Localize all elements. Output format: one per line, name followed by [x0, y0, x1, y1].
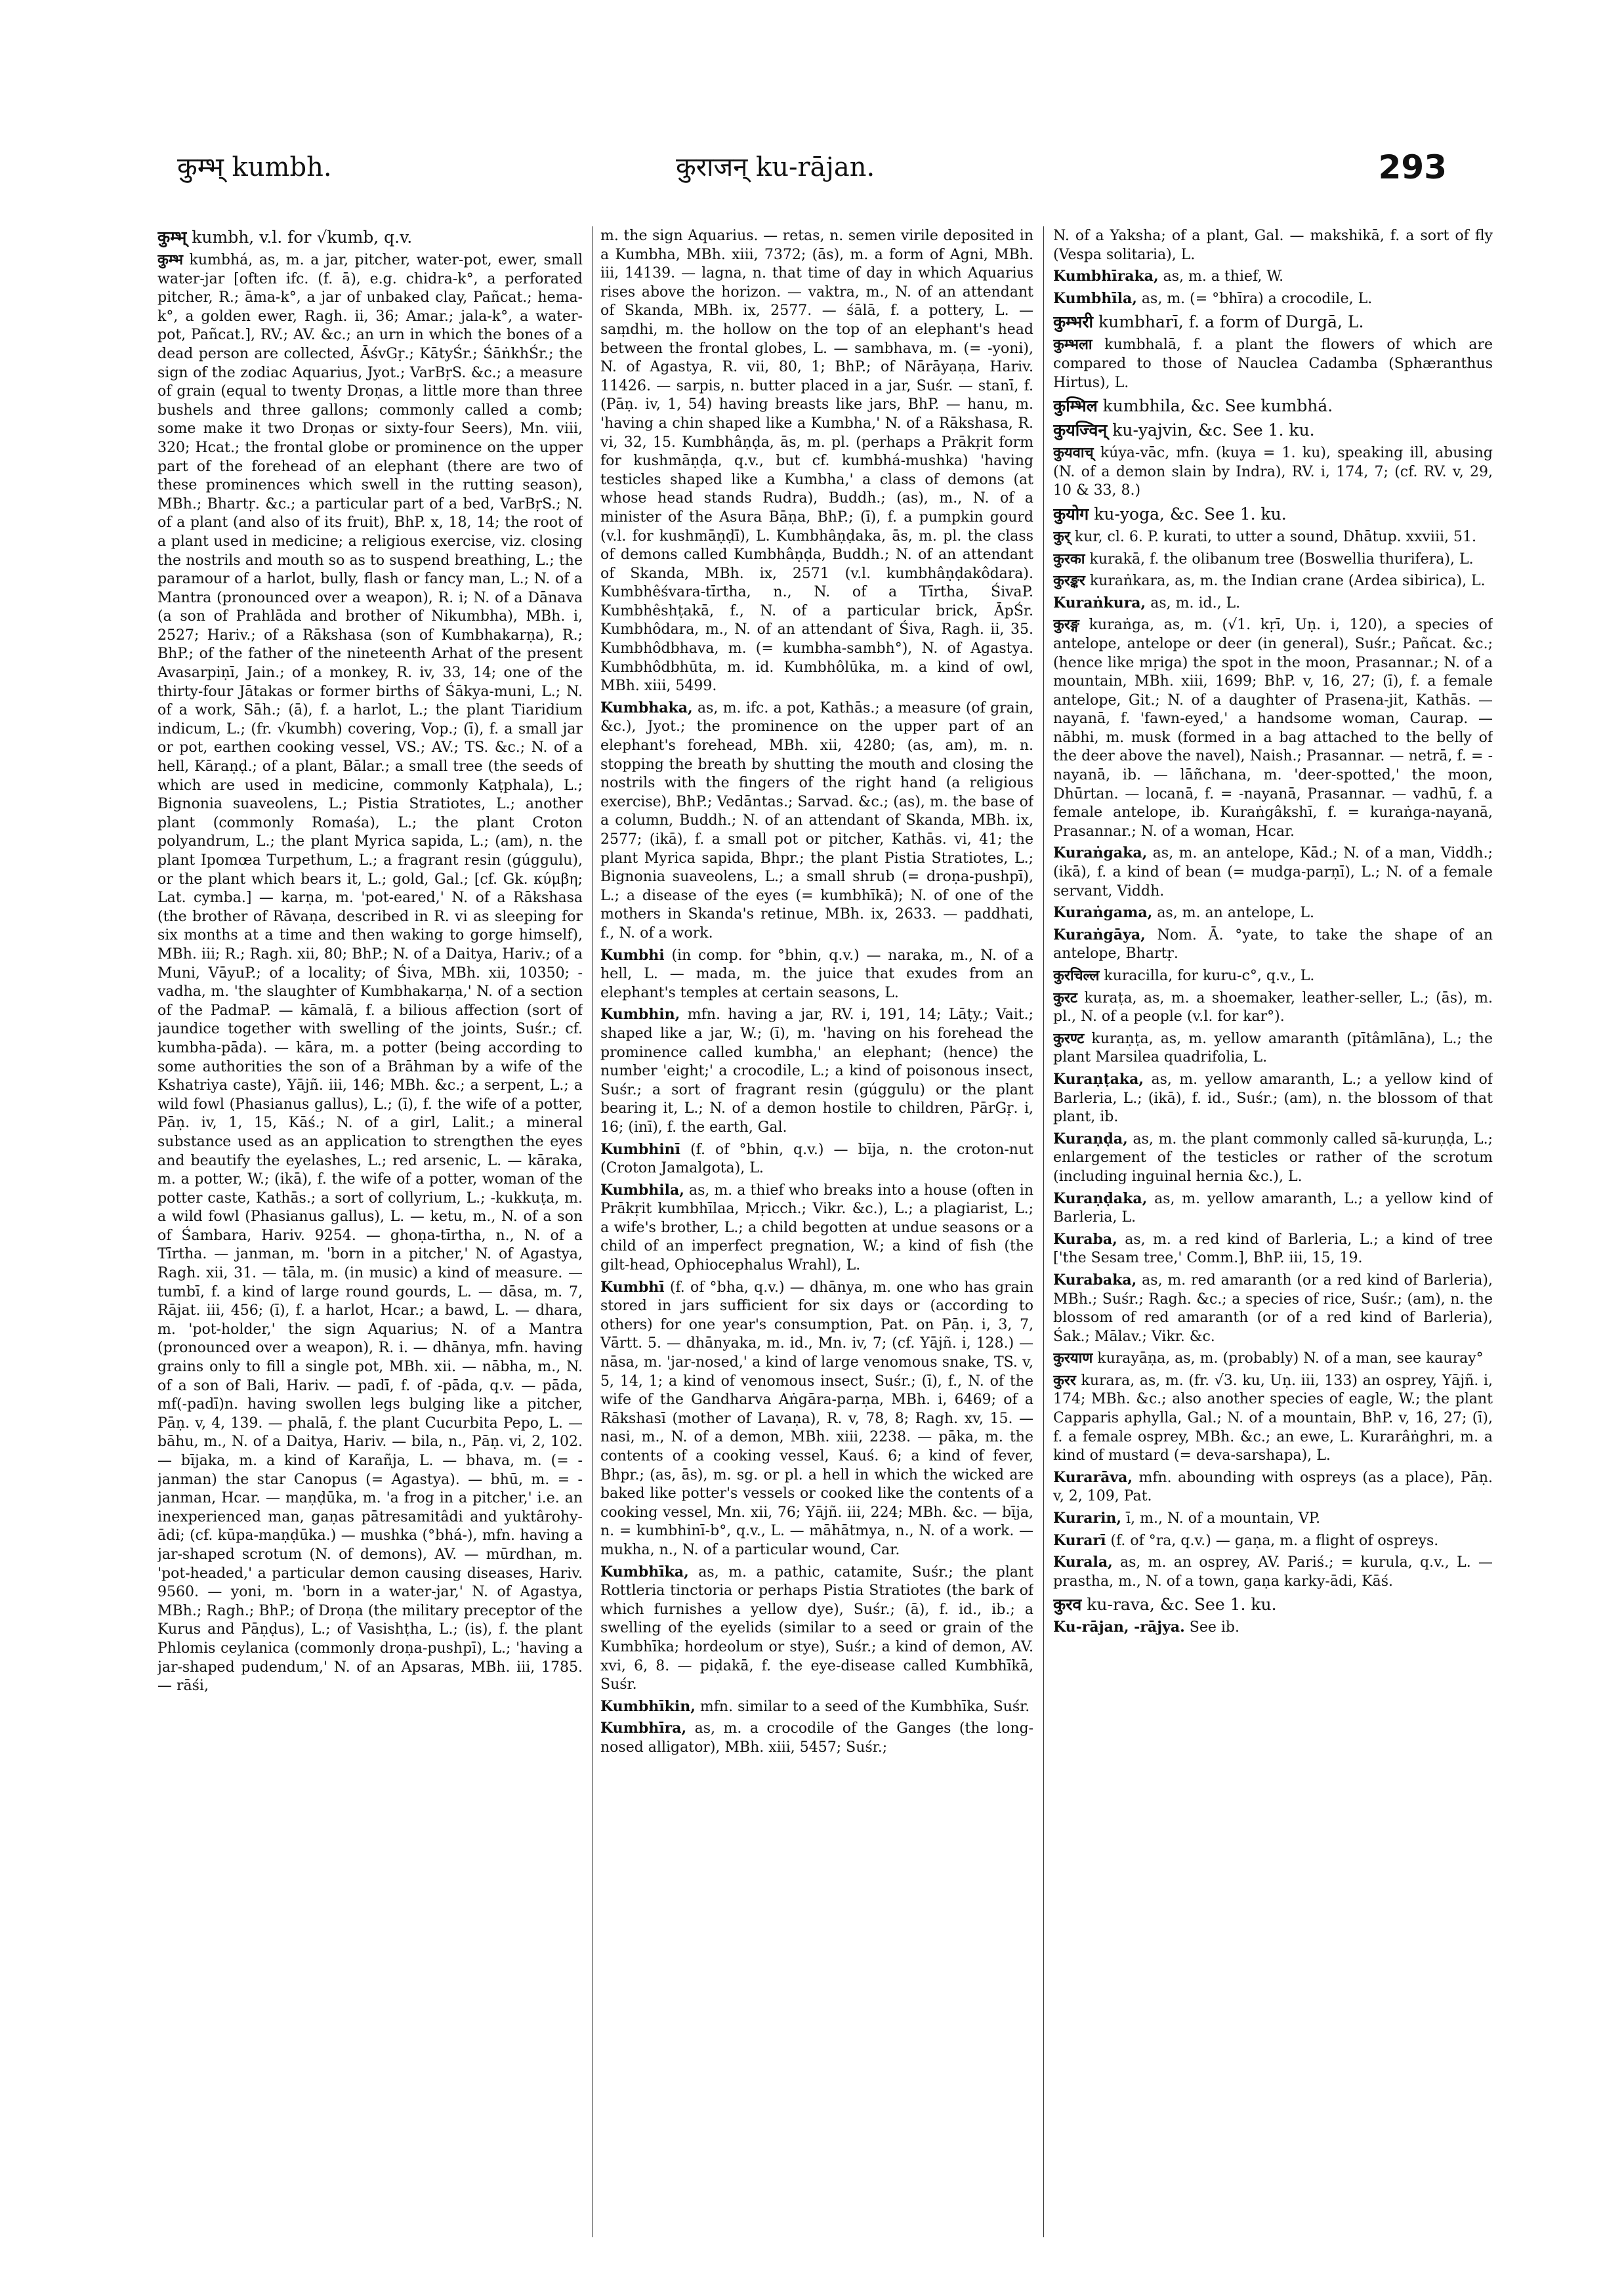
entry-text: See ib. [1189, 1619, 1239, 1636]
dictionary-entry [1053, 615, 1493, 841]
entry-headword: Kuraṇḍa, [1053, 1130, 1128, 1148]
entry-text: Nom. Ā. °yate, to take the shape of an antelope, Bhartṛ. [1053, 926, 1493, 962]
entry-headword: Kuraṇṭaka, [1053, 1070, 1144, 1088]
entry-text: as, m. red amaranth (or a red kind of Barleria), MBh.; Suśr.; Ragh. &c.; a species of rice, Suśr.; (am), n. the blossom of red amaranth (or of a red kind of Barleria), Śak.; Mālav.; Vikr. &c. [1053, 1272, 1493, 1345]
dictionary-entry [600, 946, 1033, 1003]
entry-headword: Kuraṅgama, [1053, 904, 1153, 922]
entry-headword: Kurarī [1053, 1531, 1106, 1549]
entry-text: kurara, as, m. (fr. √3. ku, Uṇ. iii, 133) an osprey, Yājñ. i, 174; MBh. &c.; also another species of eagle, W.; the plant Capparis aphylla, Gal.; N. of a mountain, BhP. v, 16, 27; (ī), f. a female osprey, MBh. &c.; an ewe, L. Kurarâṅghri, m. a kind of mustard (= deva-sarshapa), L. [1053, 1372, 1493, 1464]
entry-headword: कुरयाण [1053, 1350, 1093, 1367]
column-divider [1043, 226, 1044, 2237]
entry-headword: Kuraṅkura, [1053, 594, 1146, 611]
entry-headword: कुरका [1053, 550, 1085, 568]
entry-text: kur, cl. 6. P. kurati, to utter a sound, Dhātup. xxviii, 51. [1074, 528, 1476, 545]
entry-text: as, m. a thief, W. [1163, 268, 1284, 285]
entry-headword: कुयज्विन् [1053, 421, 1108, 440]
entry-text: as, m. a crocodile of the Ganges (the long-nosed alligator), MBh. xiii, 5457; Suśr.; [600, 1720, 1033, 1756]
entry-text: as, m. (= °bhīra) a crocodile, L. [1141, 290, 1373, 307]
dictionary-entry [1053, 1553, 1493, 1591]
entry-text: (f. of °bha, q.v.) — dhānya, m. one who has grain stored in jars sufficient for six days or (according to others) for one year's consumption, Pat. on Pāṇ. i, 3, 7, Vārtt. 5. — dhānyaka, m. id., Mn. iv, 7; (cf. Yājñ. i, 128.) — nāsa, m. 'jar-nosed,' a kind of large venomous snake, TS. v, 5, 14, 1; a kind of venomous insect, Suśr.; (ī), f., N. of the wife of the Gandharva Aṅgāra-parṇa, MBh. i, 6469; of a Rākshasī (mother of Lavaṇa), R. v, 78, 8; Ragh. xv, 15. — nasi, m., N. of a demon, MBh. xiii, 2238. — pāka, m. the contents of a cooking vessel, Kauś. 6; a kind of fever, Bhpr.; (as, ās), m. sg. or pl. a hell in which the wicked are baked like potter's vessels or cooked like the contents of a cooking vessel, Mn. xii, 76; Yājñ. iii, 224; MBh. &c. — bīja, n. = kumbhinī-b°, q.v., L. — māhātmya, n., N. of a work. — mukha, n., N. of a particular wound, Car. [600, 1279, 1033, 1558]
dictionary-entry [600, 226, 1033, 696]
dictionary-entry [1053, 1618, 1493, 1638]
entry-text: as, m. a thief who breaks into a house (often in Prākṛit kumbhīlaa, Mṛicch.; Vikr. &c.), L.; a plagiarist, L.; a wife's brother, L.; a child begotten at undue seasons or a child of an imperfect pregnation, W.; a kind of fish (the gilt-head, Ophiocephalus Wrahl), L. [600, 1182, 1033, 1274]
entry-text: kuraṇṭa, as, m. yellow amaranth (pītâmlāna), L.; the plant Marsilea quadrifolia, L. [1053, 1030, 1493, 1066]
dictionary-entry [1053, 926, 1493, 964]
dictionary-entry [1053, 226, 1493, 264]
column-1 [157, 226, 583, 2244]
entry-headword: Kumbhīla, [1053, 289, 1137, 307]
entry-headword: Kumbhi [600, 946, 665, 964]
dictionary-entry [600, 1181, 1033, 1275]
entry-headword: Kumbhīkin, [600, 1697, 696, 1715]
entry-text: kuracilla, for kuru-c°, q.v., L. [1104, 968, 1315, 984]
entry-headword: कुरर [1053, 1371, 1076, 1389]
dictionary-entry [1053, 989, 1493, 1027]
entry-text: ku-rava, &c. See 1. ku. [1087, 1595, 1277, 1615]
dictionary-entry [1053, 1509, 1493, 1529]
entry-headword: Kumbhinī [600, 1140, 680, 1158]
dictionary-entry [1053, 1070, 1493, 1127]
entry-text: as, m. yellow amaranth, L.; a yellow kind of Barleria, L.; (ikā), f. id., Suśr.; (am), n. the blossom of that plant, ib. [1053, 1071, 1493, 1126]
entry-headword: कुम्भिल [1053, 396, 1098, 416]
entry-headword: Kuraṇḍaka, [1053, 1189, 1148, 1207]
entry-headword: Kumbhin, [600, 1006, 680, 1023]
dictionary-entry [600, 1697, 1033, 1717]
entry-text: kumbhalā, f. a plant the flowers of which are compared to those of Nauclea Cadamba (Sphæranthus Hirtus), L. [1053, 337, 1493, 391]
entry-headword: कुर् [1053, 527, 1070, 545]
entry-text: as, m. an osprey, AV. Pariś.; = kurula, q.v., L. — prastha, m., N. of a town, gaṇa karky-ādi, Kāś. [1053, 1554, 1493, 1590]
entry-headword: कुयोग [1053, 504, 1089, 524]
dictionary-entry [1053, 1230, 1493, 1268]
dictionary-entry [1053, 267, 1493, 287]
dictionary-entry [1053, 550, 1493, 569]
dictionary-entry [1053, 594, 1493, 613]
page-number: 293 [1378, 148, 1447, 186]
dictionary-entry [1053, 571, 1493, 591]
entry-headword: कुरण्ट [1053, 1029, 1085, 1047]
column-2 [600, 226, 1033, 2208]
entry-headword: Kuraba, [1053, 1230, 1117, 1248]
column-divider [592, 226, 593, 2237]
entry-headword: Kumbhī [600, 1278, 665, 1296]
entry-text: (f. of °ra, q.v.) — gaṇa, m. a flight of ospreys. [1110, 1532, 1439, 1549]
running-head-center: कुराजन् ku-rājan. [676, 152, 875, 182]
entry-text: kuraṅga, as, m. (√1. kṛī, Uṇ. i, 120), a species of antelope, antelope or deer (in general), Suśr.; Pañcat. &c.; (hence like mṛiga) the spot in the moon, Prasannar.; N. of a mountain, MBh. xiii, 1699; BhP. v, 16, 27; (ī), f. a female antelope, Git.; N. of a daughter of Prasena-jit, Kathās. — nayanā, f. 'fawn-eyed,' a handsome woman, Caurap. — nābhi, m. musk (formed in a bag attached to the belly of the deer above the navel), Naish.; Prasannar. — netrā, f. = -nayanā, ib. — lāñchana, m. 'deer-spotted,' the moon, Dhūrtan. — locanā, f. = -nayanā, Prasannar. — vadhū, f. a female antelope, ib. Kuraṅgâkshī, f. = kuraṅga-nayanā, Prasannar.; N. of a woman, Hcar. [1053, 617, 1493, 840]
entry-text: kuraṭa, as, m. a shoemaker, leather-seller, L.; (ās), m. pl., N. of a people (v.l. for kar°). [1053, 989, 1493, 1025]
entry-headword: कुम्भरी [1053, 312, 1093, 332]
entry-headword: Kurarin, [1053, 1510, 1122, 1527]
column-3 [1053, 226, 1493, 2004]
dictionary-entry [1053, 1531, 1493, 1551]
entry-headword: Kurala, [1053, 1554, 1113, 1571]
dictionary-entry [1053, 503, 1493, 525]
entry-headword: Kurabaka, [1053, 1271, 1137, 1289]
entry-headword: Kumbhīra, [600, 1720, 687, 1737]
dictionary-entry [600, 1140, 1033, 1178]
dictionary-entry [1053, 1271, 1493, 1346]
entry-headword: कुरचिल्ल [1053, 967, 1100, 984]
entry-text: as, m. the plant commonly called sā-kuruṇḍa, L.; enlargement of the testicles or rather of the scrotum (including inguinal hernia &c.), L. [1053, 1130, 1493, 1185]
running-head-left: कुम्भ् kumbh. [177, 152, 332, 182]
entry-text: N. of a Yaksha; of a plant, Gal. — makshikā, f. a sort of fly (Vespa solitaria), L. [1053, 228, 1493, 263]
dictionary-entry [600, 1005, 1033, 1137]
entry-text: mfn. similar to a seed of the Kumbhīka, Suśr. [699, 1698, 1030, 1715]
dictionary-entry [1053, 395, 1493, 417]
entry-headword: कुम्भ [157, 251, 183, 268]
entry-headword: Ku-rājan, -rājya. [1053, 1619, 1185, 1636]
dictionary-entry [1053, 289, 1493, 309]
entry-text: as, m. an antelope, Kād.; N. of a man, Viddh.; (ikā), f. a kind of bean (= mudga-parṇī), L.; N. of a female servant, Viddh. [1053, 845, 1493, 899]
entry-text: mfn. abounding with ospreys (as a place), Pāṇ. v, 2, 109, Pat. [1053, 1469, 1493, 1505]
dictionary-entry [1053, 1371, 1493, 1466]
entry-text: kuraṅkara, as, m. the Indian crane (Ardea sibirica), L. [1089, 573, 1486, 590]
dictionary-entry [600, 1563, 1033, 1695]
entry-text: as, m. yellow amaranth, L.; a yellow kind of Barleria, L. [1053, 1190, 1493, 1226]
dictionary-entry [157, 251, 583, 1696]
entry-headword: Kumbhīka, [600, 1563, 689, 1581]
entry-headword: कुम्भ् [157, 228, 187, 247]
entry-text: kurayāṇa, as, m. (probably) N. of a man, see kauray° [1097, 1350, 1484, 1367]
entry-headword: Kumbhīraka, [1053, 268, 1159, 285]
dictionary-entry [1053, 966, 1493, 986]
entry-headword: कुयवाच् [1053, 444, 1094, 462]
entry-text: kumbharī, f. a form of Durgā, L. [1098, 312, 1364, 332]
entry-text: as, m. a red kind of Barleria, L.; a kind of tree ['the Sesam tree,' Comm.], BhP. iii, 15, 19. [1053, 1231, 1493, 1267]
dictionary-entry [1053, 1029, 1493, 1067]
dictionary-entry [1053, 1189, 1493, 1228]
entry-text: as, m. an antelope, L. [1157, 905, 1314, 922]
entry-headword: Kuraṅgaka, [1053, 844, 1148, 862]
entry-headword: कुरङ्ग [1053, 616, 1079, 634]
entry-headword: Kurarāva, [1053, 1468, 1133, 1486]
dictionary-entry [157, 226, 583, 248]
dictionary-entry [1053, 335, 1493, 392]
entry-text: (in comp. for °bhin, q.v.) — naraka, m., N. of a hell, L. — mada, m. the juice that exudes from an elephant's temples at certain seasons, L. [600, 947, 1033, 1001]
entry-headword: Kuraṅgāya, [1053, 926, 1146, 943]
entry-text: as, m. a pathic, catamite, Suśr.; the plant Rottleria tinctoria or perhaps Pistia Stratiotes (the bark of which furnishes a yellow dye), Suśr.; (ā), f. id., ib.; a swelling of the eyelids (similar to a seed or grain of the Kumbhīka; hordeolum or stye), Suśr.; a kind of demon, AV. xvi, 6, 8. — piḍakā, f. the eye-disease called Kumbhīkā, Suśr. [600, 1563, 1033, 1693]
dictionary-entry [1053, 903, 1493, 923]
entry-text: m. the sign Aquarius. — retas, n. semen virile deposited in a Kumbha, MBh. xiii, 7372; (ās), m. a form of Agni, MBh. iii, 14139. — lagna, n. that time of day in which Aquarius rises above the horizon. — vaktra, m., N. of an attendant of Skanda, MBh. ix, 2577. — śālā, f. a pottery, L. — saṃdhi, m. the hollow on the top of an elephant's head between the frontal globes, L. — sambhava, m. (= -yoni), N. of Agastya, R. vii, 80, 1; BhP.; of Nārāyaṇa, Hariv. 11426. — sarpis, n. butter placed in a jar, Suśr. — stanī, f. (Pāṇ. iv, 1, 54) having breasts like jars, BhP. — hanu, m. 'having a chin shaped like a Kumbha,' N. of a Rākshasa, R. vi, 32, 15. Kumbhâṇḍa, ās, m. pl. (perhaps a Prākṛit form for kushmāṇḍa, q.v., but cf. kumbhá-mushka) 'having testicles shaped like a Kumbha,' a class of demons (at whose head stands Rudra), Buddh.; (as), m., N. of a minister of the Asura Bāṇa, BhP.; (ī), f. a pumpkin gourd (v.l. for kushmāṇḍī), L. Kumbhâṇḍaka, ās, m. pl. the class of demons called Kumbhâṇḍa, Buddh.; N. of an attendant of Skanda, MBh. ix, 2571 (v.l. kumbhâṇḍakôdara). Kumbhêśvara-tīrtha, n., N. of a Tīrtha, ŚivaP. Kumbhêshṭakā, f., N. of a particular brick, ĀpŚr. Kumbhôdara, m., N. of an attendant of Śiva, Ragh. ii, 35. Kumbhôdbhava, m. (= kumbha-sambh°), N. of Agastya. Kumbhôdbhūta, m. id. Kumbhôlūka, m. a kind of owl, MBh. xiii, 5499. [600, 228, 1033, 695]
dictionary-entry [600, 1719, 1033, 1757]
entry-text: ku-yajvin, &c. See 1. ku. [1112, 421, 1315, 440]
entry-text: as, m. ifc. a pot, Kathās.; a measure (of grain, &c.), Jyot.; the prominence on the upper part of an elephant's forehead, MBh. xii, 4280; (as, am), m. n. stopping the breath by shutting the mouth and closing the nostrils with the fingers of the right hand (a religious exercise), BhP.; Vedāntas.; Sarvad. &c.; (as), m. the base of a column, Buddh.; N. of an attendant of Skanda, MBh. ix, 2577; (ikā), f. a small pot or pitcher, Kathās. vi, 41; the plant Myrica sapida, Bhpr.; the plant Pistia Stratiotes, L.; Bignonia suaveolens, L.; a small shrub (= droṇa-pushpī), L.; a disease of the eyes (= kumbhīkā); N. of one of the mothers in Skanda's retinue, MBh. ix, 2633. — paddhati, f., N. of a work. [600, 699, 1033, 941]
entry-text: ī, m., N. of a mountain, VP. [1126, 1510, 1321, 1527]
entry-text: (f. of °bhin, q.v.) — bīja, n. the croton-nut (Croton Jamalgota), L. [600, 1141, 1033, 1177]
dictionary-entry [1053, 311, 1493, 333]
entry-headword: कुरट [1053, 989, 1077, 1006]
entry-text: ku-yoga, &c. See 1. ku. [1094, 504, 1287, 524]
entry-text: kumbhila, &c. See kumbhá. [1102, 396, 1333, 416]
entry-text: kúya-vāc, mfn. (kuya = 1. ku), speaking ill, abusing (N. of a demon slain by Indra), RV. i, 174, 7; (cf. RV. v, 29, 10 & 33, 8.) [1053, 445, 1493, 499]
dictionary-entry [1053, 1594, 1493, 1615]
dictionary-entry [1053, 1130, 1493, 1187]
entry-headword: Kumbhila, [600, 1181, 684, 1199]
entry-text: mfn. having a jar, RV. i, 191, 14; Lāṭy.; Vait.; shaped like a jar, W.; (ī), m. 'having on his forehead the prominence called kumbha,' an elephant; (hence) the number 'eight;' a crocodile, L.; a kind of poisonous insect, Suśr.; a sort of fragrant resin (gúggulu) or the plant bearing it, L.; N. of a demon hostile to children, PārGṛ. i, 16; (inī), f. the earth, Gal. [600, 1006, 1033, 1136]
dictionary-entry [1053, 527, 1493, 547]
entry-text: kurakā, f. the olibanum tree (Boswellia thurifera), L. [1089, 550, 1474, 568]
entry-headword: कुरङ्कर [1053, 572, 1085, 590]
dictionary-entry [600, 699, 1033, 943]
dictionary-entry [1053, 419, 1493, 441]
entry-text: kumbh, v.l. for √kumb, q.v. [192, 228, 413, 247]
dictionary-entry [1053, 444, 1493, 501]
entry-text: as, m. id., L. [1150, 594, 1241, 611]
dictionary-entry [1053, 1468, 1493, 1506]
dictionary-entry [1053, 844, 1493, 901]
dictionary-entry [1053, 1349, 1493, 1369]
entry-headword: कुरव [1053, 1595, 1082, 1615]
dictionary-entry [600, 1278, 1033, 1560]
entry-headword: कुम्भला [1053, 336, 1093, 354]
page-header [151, 148, 1486, 194]
entry-text: kumbhá, as, m. a jar, pitcher, water-pot, ewer, small water-jar [often ifc. (f. ā), e.g. chidra-k°, a perforated pitcher, R.; āma-k°, a jar of unbaked clay, Pañcat.; hema-k°, a golden ewer, Ragh. ii, 36; Amar.; jala-k°, a water-pot, Pañcat.], RV.; AV. &c.; an urn in which the bones of a dead person are collected, ĀśvGṛ.; KātyŚr.; ŚāṅkhŚr.; the sign of the zodiac Aquarius, Jyot.; VarBṛS. &c.; a measure of grain (equal to twenty Droṇas, a little more than three bushels and three gallons; commonly called a comb; some make it two Droṇas or sixty-four Seers), Mn. viii, 320; Hcat.; the frontal globe or prominence on the upper part of the forehead of an elephant (there are two of these prominences which swell in the rutting season), MBh.; Bhartṛ. &c.; a particular part of a bed, VarBṛS.; N. of a plant (and also of its fruit), BhP. x, 18, 14; the root of a plant used in medicine; a religious exercise, viz. closing the nostrils and mouth so as to suspend breathing, L.; the paramour of a harlot, bully, flash or fancy man, L.; N. of a Mantra (pronounced over a weapon), R. i; N. of a Dānava (a son of Prahlāda and brother of Nikumbha), MBh. i, 2527; Hariv.; of a Rākshasa (son of Kumbhakarṇa), R.; BhP.; of the father of the nineteenth Arhat of the present Avasarpiṇī, Jain.; of a monkey, R. iv, 33, 14; one of the thirty-four Jātakas or former births of Śākya-muni, L.; N. of a work, Sāh.; (ā), f. a harlot, L.; the plant Tiaridium indicum, L.; (fr. √kumbh) covering, Vop.; (ī), f. a small jar or pot, earthen cooking vessel, VS.; AV.; TS. &c.; N. of a hell, Kāraṇḍ.; of a plant, Bālar.; a small tree (the seeds of which are used in medicine, commonly Kaṭphala), L.; Bignonia suaveolens, L.; Pistia Stratiotes, L.; another plant (commonly Romaśa), L.; the plant Croton polyandrum, L.; the plant Myrica sapida, L.; (am), n. the plant Ipomœa Turpethum, L.; a fragrant resin (gúggulu), or the plant which bears it, L.; gold, Gal.; [cf. Gk. κύμβη; Lat. cymba.] — karṇa, m. 'pot-eared,' N. of a Rākshasa (the brother of Rāvaṇa, described in R. vi as sleeping for six months at a time and then waking to gorge himself), MBh. iii; R.; Ragh. xii, 80; BhP.; N. of a Daitya, Hariv.; of a Muni, VāyuP.; of a locality; of Śiva, MBh. xii, 10350; -vadha, m. 'the slaughter of Kumbhakarṇa,' N. of a section of the PadmaP. — kāmalā, f. a bilious affection (sort of jaundice together with swelling of the joints, Suśr.; cf. kumbha-pāda). — kāra, m. a potter (being according to some authorities the son of a Brāhman by a wife of the Kshatriya caste), Yājñ. iii, 146; MBh. &c.; a serpent, L.; a wild fowl (Phasianus gallus), L.; (ī), f. the wife of a potter, Pāṇ. iv, 1, 15, Kāś.; N. of a girl, Lalit.; a mineral substance used as an application to strengthen the eyes and beautify the eyelashes, L.; red arsenic, L. — kāraka, m. a potter, W.; (ikā), f. the wife of a potter, woman of the potter caste, Kathās.; a sort of collyrium, L.; -kukkuṭa, m. a wild fowl (Phasianus gallus), L. — ketu, m., N. of a son of Śambara, Hariv. 9254. — ghoṇa-tīrtha, n., N. of a Tīrtha. — janman, m. 'born in a pitcher,' N. of Agastya, Ragh. xii, 31. — tāla, m. (in music) a kind of measure. — tumbī, f. a kind of large round gourds, L. — dāsa, m. 7, Rājat. iii, 456; (ī), f. a harlot, Hcar.; a bawd, L. — dhara, m. 'pot-holder,' the sign Aquarius; N. of a Mantra (pronounced over a weapon), R. i. — dhānya, mfn. having grains only to fill a single pot, MBh. xii. — nābha, m., N. of a son of Bali, Hariv. — padī, f. of -pāda, q.v. — pāda, mf(-padī)n. having swollen legs bulging like a pitcher, Pāṇ. v, 4, 139. — phalā, f. the plant Cucurbita Pepo, L. — bāhu, m., N. of a Daitya, Hariv. — bila, n., Pāṇ. vi, 2, 102. — bījaka, m. a kind of Karañja, L. — bhava, m. (= -janman) the star Canopus (= Agastya). — bhū, m. = -janman, Hcar. — maṇḍūka, m. 'a frog in a pitcher,' i.e. an inexperienced man, gaṇas pātresamitâdi and yuktârohy-ādi; (cf. kūpa-maṇḍūka.) — mushka (°bhá-), mfn. having a jar-shaped scrotum (N. of demons), AV. — mūrdhan, m. 'pot-headed,' a particular demon causing diseases, Hariv. 9560. — yoni, m. 'born in a water-jar,' N. of Agastya, MBh.; Ragh.; BhP.; of Droṇa (the military preceptor of the Kurus and Pāṇḍus), L.; of Vasishṭha, L.; (is), f. the plant Phlomis ceylanica (commonly droṇa-pushpī), L.; 'having a jar-shaped pudendum,' N. of an Apsaras, MBh. iii, 1785. — rāśi, [157, 252, 583, 1695]
entry-headword: Kumbhaka, [600, 699, 693, 716]
